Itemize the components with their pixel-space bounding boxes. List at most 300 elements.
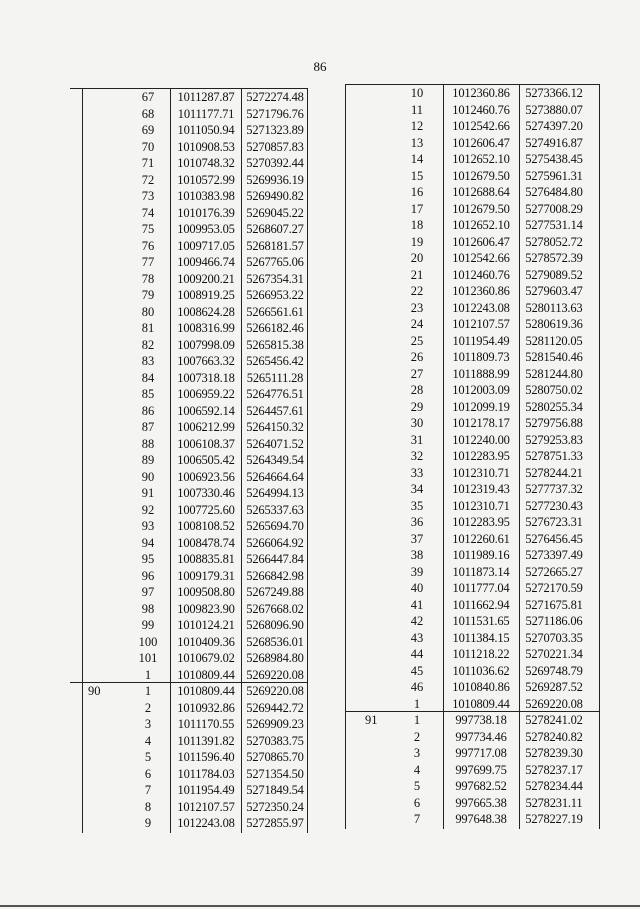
x-coordinate: 1009717.05 xyxy=(177,238,235,253)
table-top-line xyxy=(70,88,308,89)
point-number: 81 xyxy=(141,321,155,335)
x-coordinate: 1011873.14 xyxy=(452,564,510,579)
point-number: 78 xyxy=(141,271,155,286)
y-coordinate: 5277531.14 xyxy=(525,218,583,232)
point-number: 86 xyxy=(141,403,155,418)
y-coordinate: 5281120.05 xyxy=(525,333,583,348)
x-coordinate: 1012679.50 xyxy=(452,201,510,216)
y-coordinate: 5271354.50 xyxy=(246,766,304,781)
table-row xyxy=(345,530,600,548)
point-number: 5 xyxy=(144,750,152,764)
x-coordinate: 1010809.44 xyxy=(177,667,235,682)
point-number: 25 xyxy=(410,333,424,348)
point-number: 14 xyxy=(410,152,424,166)
point-number: 85 xyxy=(141,387,155,401)
x-coordinate: 1012542.66 xyxy=(452,251,510,265)
y-coordinate: 5278240.82 xyxy=(525,729,583,744)
y-coordinate: 5273366.12 xyxy=(525,86,583,100)
left-coordinate-table xyxy=(70,88,308,833)
table-row xyxy=(70,798,308,816)
point-number: 39 xyxy=(410,564,424,579)
point-number: 3 xyxy=(413,746,421,760)
group-label xyxy=(88,765,128,783)
table-row xyxy=(345,744,600,762)
table-row xyxy=(70,154,308,172)
point-number: 9 xyxy=(144,816,152,830)
x-coordinate: 1011050.94 xyxy=(177,123,235,137)
group-label xyxy=(88,600,128,618)
x-coordinate: 1010748.32 xyxy=(177,156,235,170)
group-label xyxy=(88,583,128,601)
group-label xyxy=(88,171,128,189)
y-coordinate: 5265337.63 xyxy=(246,502,304,517)
x-coordinate: 1007998.09 xyxy=(177,337,235,352)
table-row xyxy=(70,517,308,535)
table-row xyxy=(70,352,308,370)
x-coordinate: 1007663.32 xyxy=(177,354,235,368)
group-label xyxy=(88,88,128,106)
x-coordinate: 1011809.73 xyxy=(452,350,510,364)
y-coordinate: 5272350.24 xyxy=(246,799,304,814)
x-coordinate: 1012107.57 xyxy=(177,799,235,814)
table-row xyxy=(345,612,600,630)
table-row xyxy=(70,534,308,552)
table-row xyxy=(345,84,600,102)
table-row xyxy=(345,150,600,168)
x-coordinate: 1011036.62 xyxy=(452,663,510,678)
table-row xyxy=(70,237,308,255)
group-label xyxy=(88,253,128,271)
group-label xyxy=(88,336,128,354)
y-coordinate: 5270865.70 xyxy=(246,750,304,764)
point-number: 37 xyxy=(410,531,424,546)
group-label xyxy=(88,303,128,321)
x-coordinate: 1011662.94 xyxy=(452,597,510,612)
point-number: 1 xyxy=(144,667,152,682)
point-number: 43 xyxy=(410,630,424,645)
table-row xyxy=(70,682,308,700)
table-row xyxy=(345,761,600,779)
table-row xyxy=(70,715,308,733)
point-number: 5 xyxy=(413,779,421,793)
point-number: 95 xyxy=(141,552,155,566)
group-label xyxy=(88,781,128,799)
table-row xyxy=(70,138,308,156)
table-row xyxy=(70,468,308,486)
point-number: 46 xyxy=(410,680,424,694)
x-coordinate: 1010809.44 xyxy=(177,684,235,698)
x-coordinate: 1012283.95 xyxy=(452,515,510,529)
x-coordinate: 1012360.86 xyxy=(452,284,510,298)
table-row xyxy=(70,88,308,106)
point-number: 84 xyxy=(141,370,155,385)
x-coordinate: 997717.08 xyxy=(455,746,507,760)
x-coordinate: 1010124.21 xyxy=(177,618,235,632)
table-row xyxy=(345,447,600,465)
group-label: 90 xyxy=(88,684,101,698)
point-number: 7 xyxy=(144,783,152,797)
table-row xyxy=(345,348,600,366)
group-label xyxy=(88,715,128,733)
y-coordinate: 5265111.28 xyxy=(246,370,304,385)
point-number: 29 xyxy=(410,399,424,414)
y-coordinate: 5278244.21 xyxy=(525,465,583,480)
point-number: 8 xyxy=(144,799,152,814)
table-row xyxy=(345,794,600,812)
table-row xyxy=(70,583,308,601)
table-row xyxy=(345,398,600,416)
y-coordinate: 5269490.82 xyxy=(246,189,304,203)
table-row xyxy=(345,282,600,300)
point-number: 101 xyxy=(138,651,158,665)
y-coordinate: 5278239.30 xyxy=(525,746,583,760)
group-label xyxy=(88,105,128,123)
y-coordinate: 5275438.45 xyxy=(525,152,583,166)
table-row xyxy=(70,451,308,469)
x-coordinate: 1012319.43 xyxy=(452,482,510,496)
point-number: 88 xyxy=(141,436,155,451)
table-row xyxy=(70,286,308,304)
x-coordinate: 1009179.31 xyxy=(177,568,235,583)
x-coordinate: 1011784.03 xyxy=(177,766,235,781)
table-row xyxy=(70,814,308,832)
point-number: 15 xyxy=(410,168,424,183)
y-coordinate: 5278572.39 xyxy=(525,251,583,265)
point-number: 1 xyxy=(144,684,152,698)
y-coordinate: 5273880.07 xyxy=(525,102,583,117)
point-number: 18 xyxy=(410,218,424,232)
y-coordinate: 5268536.01 xyxy=(246,634,304,649)
x-coordinate: 1011531.65 xyxy=(452,614,510,628)
table-row xyxy=(345,431,600,449)
table-row xyxy=(345,563,600,581)
y-coordinate: 5274397.20 xyxy=(525,119,583,133)
y-coordinate: 5265694.70 xyxy=(246,519,304,533)
x-coordinate: 1012360.86 xyxy=(452,86,510,100)
y-coordinate: 5278234.44 xyxy=(525,779,583,793)
x-coordinate: 1012283.95 xyxy=(452,449,510,463)
y-coordinate: 5269936.19 xyxy=(246,172,304,187)
x-coordinate: 1012606.47 xyxy=(452,234,510,249)
y-coordinate: 5273397.49 xyxy=(525,548,583,562)
y-coordinate: 5264349.54 xyxy=(246,453,304,467)
column-rule xyxy=(443,84,444,829)
x-coordinate: 1010383.98 xyxy=(177,189,235,203)
point-number: 79 xyxy=(141,288,155,302)
table-row xyxy=(70,666,308,684)
group-label xyxy=(88,286,128,304)
column-rule xyxy=(307,88,308,833)
x-coordinate: 1009466.74 xyxy=(177,255,235,269)
table-row xyxy=(345,645,600,663)
y-coordinate: 5271323.89 xyxy=(246,123,304,137)
x-coordinate: 997682.52 xyxy=(455,779,507,793)
x-coordinate: 1012240.00 xyxy=(452,432,510,447)
table-row xyxy=(345,777,600,795)
x-coordinate: 1010809.44 xyxy=(452,696,510,711)
y-coordinate: 5265456.42 xyxy=(246,354,304,368)
table-row xyxy=(70,501,308,519)
group-label xyxy=(88,187,128,205)
x-coordinate: 1010176.39 xyxy=(177,205,235,220)
point-number: 6 xyxy=(413,795,421,810)
y-coordinate: 5281244.80 xyxy=(525,366,583,381)
x-coordinate: 1010679.02 xyxy=(177,651,235,665)
y-coordinate: 5278052.72 xyxy=(525,234,583,249)
x-coordinate: 1012460.76 xyxy=(452,102,510,117)
x-coordinate: 1011287.87 xyxy=(177,90,235,104)
table-row xyxy=(345,249,600,267)
x-coordinate: 1011954.49 xyxy=(452,333,510,348)
point-number: 33 xyxy=(410,465,424,480)
page-bottom-edge xyxy=(0,905,640,907)
point-number: 24 xyxy=(410,317,424,331)
y-coordinate: 5280255.34 xyxy=(525,399,583,414)
x-coordinate: 1006108.37 xyxy=(177,436,235,451)
x-coordinate: 1012542.66 xyxy=(452,119,510,133)
table-row xyxy=(70,600,308,618)
table-row xyxy=(70,748,308,766)
point-number: 16 xyxy=(410,185,424,199)
x-coordinate: 1007318.18 xyxy=(177,370,235,385)
y-coordinate: 5279253.83 xyxy=(525,432,583,447)
y-coordinate: 5277737.32 xyxy=(525,482,583,496)
table-row xyxy=(70,220,308,238)
right-coordinate-table xyxy=(345,84,600,829)
point-number: 26 xyxy=(410,350,424,364)
point-number: 11 xyxy=(410,102,424,117)
y-coordinate: 5270221.34 xyxy=(525,647,583,661)
group-label xyxy=(88,451,128,469)
point-number: 38 xyxy=(410,548,424,562)
x-coordinate: 1012178.17 xyxy=(452,416,510,430)
point-number: 12 xyxy=(410,119,424,133)
x-coordinate: 1008835.81 xyxy=(177,552,235,566)
y-coordinate: 5270857.83 xyxy=(246,139,304,154)
y-coordinate: 5266842.98 xyxy=(246,568,304,583)
point-number: 94 xyxy=(141,535,155,550)
x-coordinate: 1012310.71 xyxy=(452,498,510,513)
table-row xyxy=(70,567,308,585)
point-number: 20 xyxy=(410,251,424,265)
group-separator-line xyxy=(345,711,600,712)
point-number: 73 xyxy=(141,189,155,203)
y-coordinate: 5264457.61 xyxy=(246,403,304,418)
column-rule xyxy=(519,84,520,829)
group-label xyxy=(88,468,128,486)
y-coordinate: 5272855.97 xyxy=(246,816,304,830)
table-row xyxy=(345,728,600,746)
y-coordinate: 5270383.75 xyxy=(246,733,304,748)
y-coordinate: 5269748.79 xyxy=(525,663,583,678)
y-coordinate: 5264150.32 xyxy=(246,420,304,434)
x-coordinate: 1012260.61 xyxy=(452,531,510,546)
point-number: 72 xyxy=(141,172,155,187)
y-coordinate: 5269220.08 xyxy=(246,684,304,698)
group-label xyxy=(88,649,128,667)
column-rule xyxy=(345,84,346,829)
table-row xyxy=(345,332,600,350)
point-number: 74 xyxy=(141,205,155,220)
y-coordinate: 5269045.22 xyxy=(246,205,304,220)
table-row xyxy=(70,105,308,123)
point-number: 17 xyxy=(410,201,424,216)
point-number: 71 xyxy=(141,156,155,170)
group-label xyxy=(88,699,128,717)
x-coordinate: 997734.46 xyxy=(455,729,507,744)
y-coordinate: 5274916.87 xyxy=(525,135,583,150)
point-number: 27 xyxy=(410,366,424,381)
x-coordinate: 1009953.05 xyxy=(177,222,235,236)
group-separator-line xyxy=(70,682,308,683)
x-coordinate: 1012679.50 xyxy=(452,168,510,183)
point-number: 23 xyxy=(410,300,424,315)
y-coordinate: 5280619.36 xyxy=(525,317,583,331)
table-row xyxy=(70,319,308,337)
point-number: 69 xyxy=(141,123,155,137)
x-coordinate: 1006959.22 xyxy=(177,387,235,401)
y-coordinate: 5266064.92 xyxy=(246,535,304,550)
table-row xyxy=(345,480,600,498)
table-row xyxy=(70,418,308,436)
x-coordinate: 1012003.09 xyxy=(452,383,510,397)
y-coordinate: 5279089.52 xyxy=(525,267,583,282)
table-row xyxy=(70,616,308,634)
point-number: 4 xyxy=(144,733,152,748)
table-row xyxy=(345,810,600,828)
table-row xyxy=(345,117,600,135)
point-number: 1 xyxy=(413,713,421,727)
table-row xyxy=(345,101,600,119)
x-coordinate: 1006592.14 xyxy=(177,403,235,418)
y-coordinate: 5268181.57 xyxy=(246,238,304,253)
point-number: 91 xyxy=(141,486,155,500)
table-row xyxy=(345,216,600,234)
group-label xyxy=(88,517,128,535)
y-coordinate: 5268096.90 xyxy=(246,618,304,632)
x-coordinate: 1006212.99 xyxy=(177,420,235,434)
point-number: 2 xyxy=(413,729,421,744)
x-coordinate: 1008316.99 xyxy=(177,321,235,335)
y-coordinate: 5278231.11 xyxy=(525,795,583,810)
x-coordinate: 1010932.86 xyxy=(177,700,235,715)
x-coordinate: 1008919.25 xyxy=(177,288,235,302)
y-coordinate: 5269442.72 xyxy=(246,700,304,715)
table-row xyxy=(345,134,600,152)
point-number: 97 xyxy=(141,585,155,599)
point-number: 87 xyxy=(141,420,155,434)
x-coordinate: 1008478.74 xyxy=(177,535,235,550)
y-coordinate: 5272274.48 xyxy=(246,90,304,104)
x-coordinate: 997699.75 xyxy=(455,762,507,777)
y-coordinate: 5268607.27 xyxy=(246,222,304,236)
y-coordinate: 5264994.13 xyxy=(246,486,304,500)
point-number: 90 xyxy=(141,469,155,484)
point-number: 1 xyxy=(413,696,421,711)
y-coordinate: 5280113.63 xyxy=(525,300,583,315)
table-row xyxy=(70,303,308,321)
point-number: 6 xyxy=(144,766,152,781)
group-label: 91 xyxy=(365,713,378,727)
point-number: 70 xyxy=(141,139,155,154)
point-number: 99 xyxy=(141,618,155,632)
table-row xyxy=(345,662,600,680)
column-rule xyxy=(241,88,242,833)
table-row xyxy=(345,579,600,597)
point-number: 67 xyxy=(141,90,155,104)
table-row xyxy=(70,649,308,667)
point-number: 10 xyxy=(410,86,424,100)
group-label xyxy=(88,666,128,684)
point-number: 40 xyxy=(410,581,424,595)
x-coordinate: 1006923.56 xyxy=(177,469,235,484)
group-label xyxy=(88,204,128,222)
table-row xyxy=(345,629,600,647)
group-label xyxy=(88,435,128,453)
y-coordinate: 5264664.64 xyxy=(246,469,304,484)
table-row xyxy=(345,464,600,482)
table-row xyxy=(345,315,600,333)
table-row xyxy=(70,765,308,783)
group-label xyxy=(88,121,128,139)
group-label xyxy=(88,352,128,370)
y-coordinate: 5272665.27 xyxy=(525,564,583,579)
column-rule xyxy=(599,84,600,829)
group-label xyxy=(88,220,128,238)
y-coordinate: 5269220.08 xyxy=(525,696,583,711)
point-number: 75 xyxy=(141,222,155,236)
point-number: 32 xyxy=(410,449,424,463)
table-row xyxy=(345,266,600,284)
x-coordinate: 1011777.04 xyxy=(452,581,510,595)
point-number: 68 xyxy=(141,106,155,121)
table-row xyxy=(70,732,308,750)
point-number: 93 xyxy=(141,519,155,533)
x-coordinate: 1011989.16 xyxy=(452,548,510,562)
group-label xyxy=(88,534,128,552)
x-coordinate: 1012099.19 xyxy=(452,399,510,414)
point-number: 13 xyxy=(410,135,424,150)
group-label xyxy=(88,319,128,337)
x-coordinate: 1012606.47 xyxy=(452,135,510,150)
point-number: 36 xyxy=(410,515,424,529)
point-number: 22 xyxy=(410,284,424,298)
point-number: 7 xyxy=(413,812,421,826)
table-row xyxy=(70,484,308,502)
table-row xyxy=(70,699,308,717)
table-row xyxy=(70,385,308,403)
group-label xyxy=(88,814,128,832)
y-coordinate: 5266953.22 xyxy=(246,288,304,302)
table-row xyxy=(345,167,600,185)
group-label xyxy=(88,270,128,288)
group-label xyxy=(88,237,128,255)
table-row xyxy=(70,253,308,271)
y-coordinate: 5269909.23 xyxy=(246,717,304,731)
y-coordinate: 5270703.35 xyxy=(525,630,583,645)
x-coordinate: 1012107.57 xyxy=(452,317,510,331)
y-coordinate: 5281540.46 xyxy=(525,350,583,364)
y-coordinate: 5267249.88 xyxy=(246,585,304,599)
point-number: 3 xyxy=(144,717,152,731)
table-row xyxy=(70,402,308,420)
y-coordinate: 5266561.61 xyxy=(246,304,304,319)
point-number: 2 xyxy=(144,700,152,715)
x-coordinate: 1012652.10 xyxy=(452,152,510,166)
group-label xyxy=(88,484,128,502)
y-coordinate: 5267765.06 xyxy=(246,255,304,269)
point-number: 19 xyxy=(410,234,424,249)
